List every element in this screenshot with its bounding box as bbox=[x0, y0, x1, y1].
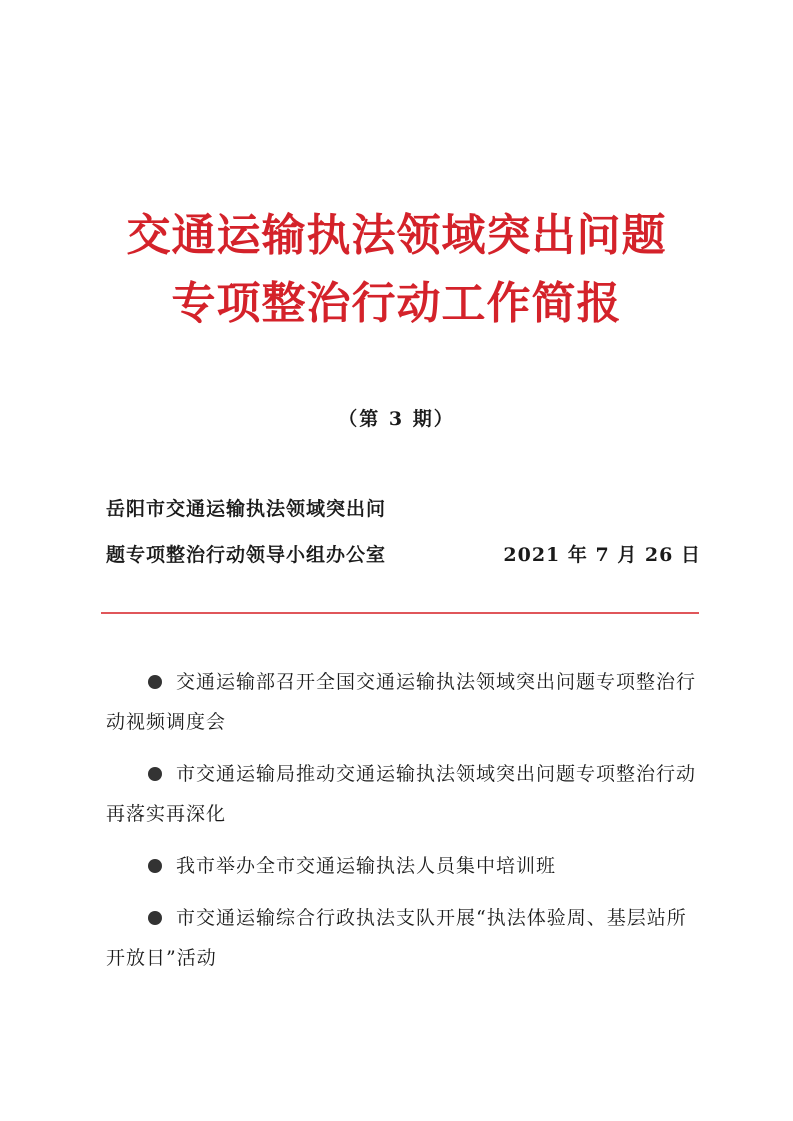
issue-date: 2021 年 7 月 26 日 bbox=[503, 544, 701, 566]
title-line-2: 专项整治行动工作简报 bbox=[171, 278, 622, 329]
list-item-text: 交通运输部召开全国交通运输执法领域突出问题专项整治行动视频调度会 bbox=[106, 671, 697, 733]
bullet-icon bbox=[148, 911, 162, 925]
issuer-line-1: 岳阳市交通运输执法领域突出问 bbox=[106, 498, 387, 520]
list-item bbox=[106, 846, 706, 886]
bullet-icon bbox=[148, 859, 162, 873]
list-item-text: 我市举办全市交通运输执法人员集中培训班 bbox=[176, 855, 557, 877]
list-item bbox=[106, 754, 706, 834]
bullet-icon bbox=[148, 767, 162, 781]
list-item bbox=[106, 898, 706, 978]
bullet-icon bbox=[148, 675, 162, 689]
list-item-text: 市交通运输局推动交通运输执法领域突出问题专项整治行动再落实再深化 bbox=[106, 763, 697, 825]
title-line-1: 交通运输执法领域突出问题 bbox=[126, 210, 667, 261]
contents-list bbox=[106, 662, 706, 990]
red-divider bbox=[101, 612, 699, 614]
list-item-text: 市交通运输综合行政执法支队开展“执法体验周、基层站所开放日”活动 bbox=[106, 907, 687, 969]
issuer-line-2: 题专项整治行动领导小组办公室 bbox=[106, 544, 387, 566]
issue-number: （第 3 期） bbox=[338, 408, 455, 430]
list-item bbox=[106, 662, 706, 742]
